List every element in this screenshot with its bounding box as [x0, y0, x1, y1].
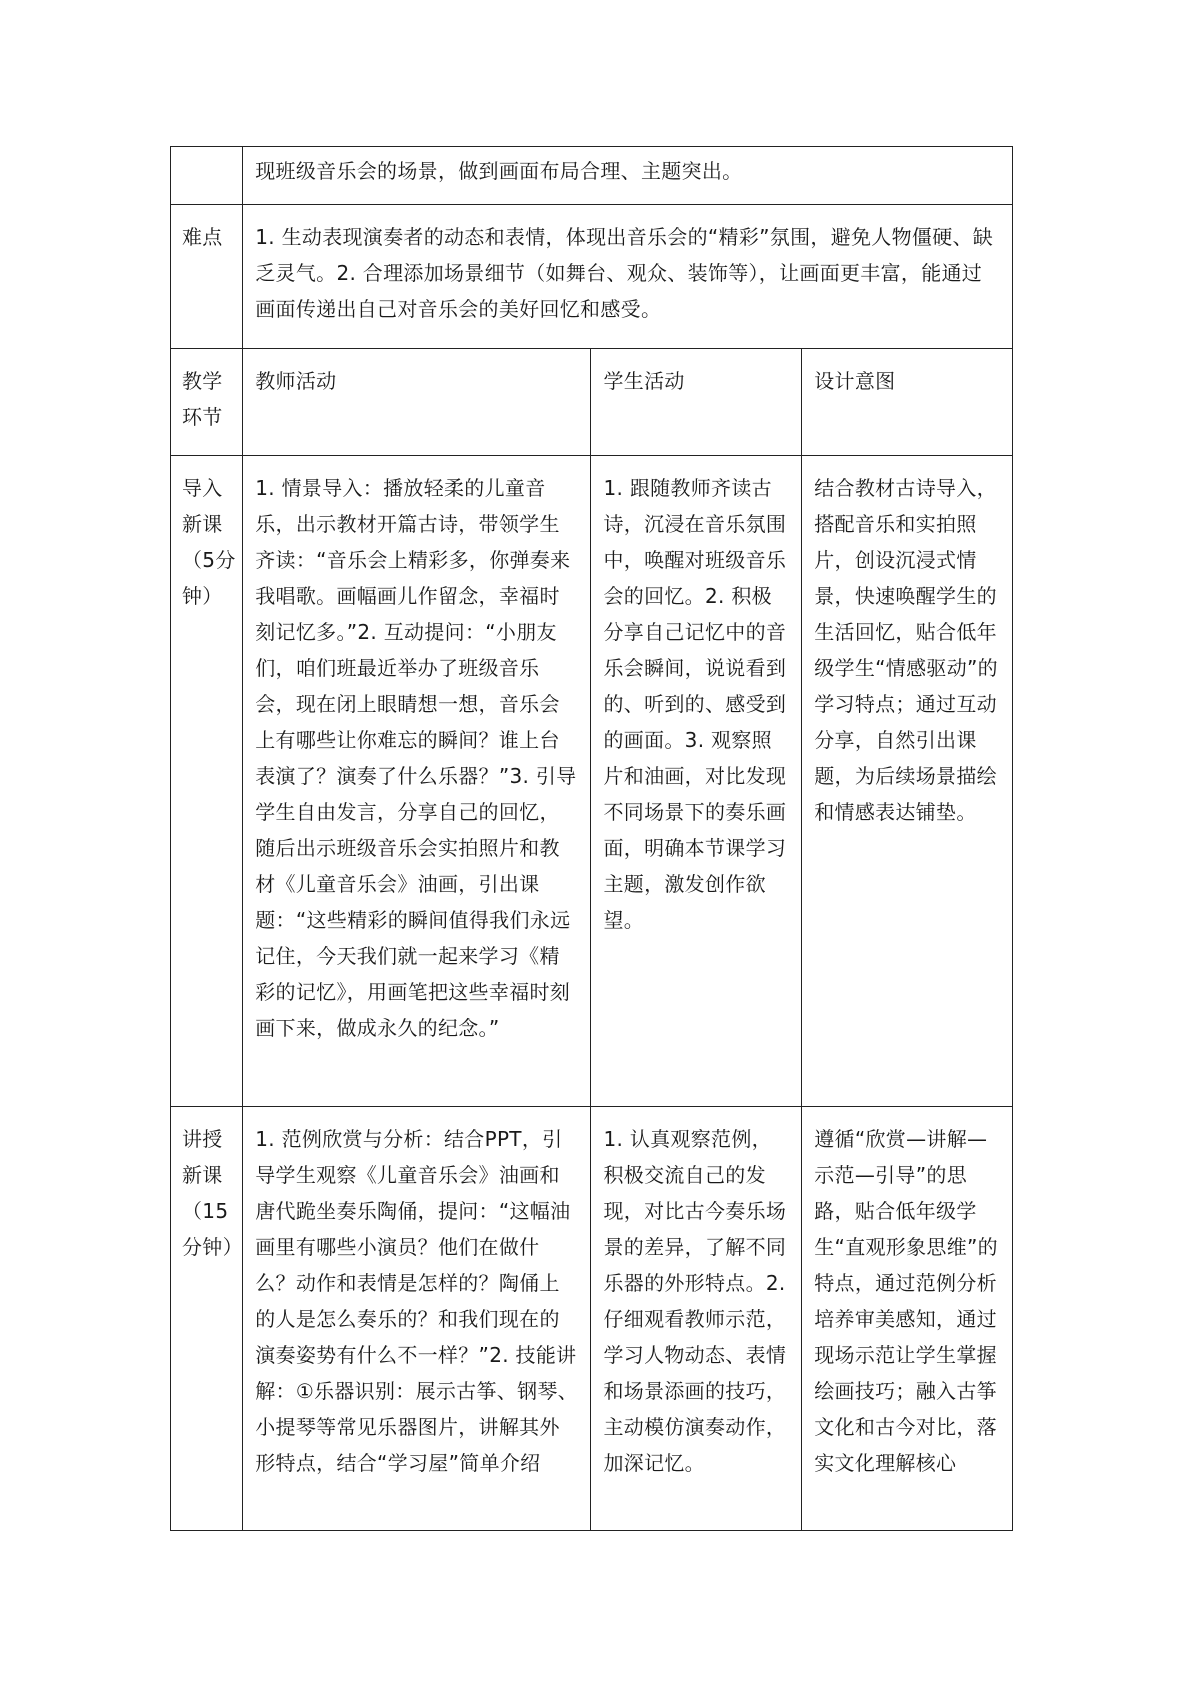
intent-cell-new-lesson [802, 1107, 1013, 1531]
student-activity-intro: 1. 跟随教师齐读古诗，沉浸在音乐氛围中，唤醒对班级音乐会的回忆。2. 积极分享自己记忆中的音乐会瞬间，说说看到的、听到的、感受到的画面。3. 观察照片和油画，对比发现不同场景下的奏乐画面，明确本节课学习主题，激发创作欲望。 [603, 476, 787, 932]
header-teacher-cell [243, 349, 591, 456]
header-stage-cell [171, 349, 243, 456]
stage-label-new-lesson: 讲授新课（15分钟） [182, 1127, 243, 1259]
intent-cell-intro [802, 456, 1013, 1107]
empty-label-cell [171, 147, 243, 205]
student-activity-new-lesson: 1. 认真观察范例，积极交流自己的发现，对比古今奏乐场景的差异，了解不同乐器的外形特点。2. 仔细观看教师示范，学习人物动态、表情和场景添画的技巧，主动模仿演奏动作，加深记忆。 [603, 1127, 787, 1475]
difficulty-content-cell [243, 205, 1013, 349]
continuation-cell [243, 147, 1013, 205]
teacher-activity-intro: 1. 情景导入：播放轻柔的儿童音乐，出示教材开篇古诗，带领学生齐读：“音乐会上精彩多，你弹奏来我唱歌。画幅画儿作留念，幸福时刻记忆多。”2. 互动提问：“小朋友们，咱们班最近举办了班级音乐会，现在闭上眼睛想一想，音乐会上有哪些让你难忘的瞬间？谁上台表演了？演奏了什么乐器？”3. 引导学生自由发言，分享自己的回忆，随后出示班级音乐会实拍照片和教材《儿童音乐会》油画，引出课题：“这些精彩的瞬间值得我们永远记住，今天我们就一起来学习《精彩的记忆》，用画笔把这些幸福时刻画下来，做成永久的纪念。” [255, 476, 577, 1040]
design-intent-new-lesson: 遵循“欣赏—讲解—示范—引导”的思路，贴合低年级学生“直观形象思维”的特点，通过范例分析培养审美感知，通过现场示范让学生掌握绘画技巧；融入古筝文化和古今对比，落实文化理解核心 [814, 1127, 998, 1475]
lesson-plan-table [170, 146, 1013, 1531]
teacher-cell-new-lesson [243, 1107, 591, 1531]
stage-label-intro: 导入新课（5分钟） [182, 476, 236, 608]
continuation-text: 现班级音乐会的场景，做到画面布局合理、主题突出。 [255, 159, 743, 183]
header-intent: 设计意图 [814, 369, 896, 393]
difficulty-label-cell [171, 205, 243, 349]
header-student: 学生活动 [603, 369, 685, 393]
header-intent-cell [802, 349, 1013, 456]
student-cell-intro [591, 456, 802, 1107]
table-header-row [171, 349, 1013, 456]
student-cell-new-lesson [591, 1107, 802, 1531]
difficulty-label: 难点 [182, 225, 223, 249]
header-stage: 教学环节 [182, 369, 223, 429]
teacher-cell-intro [243, 456, 591, 1107]
stage-cell-intro [171, 456, 243, 1107]
design-intent-intro: 结合教材古诗导入，搭配音乐和实拍照片，创设沉浸式情景，快速唤醒学生的生活回忆，贴合低年级学生“情感驱动”的学习特点；通过互动分享，自然引出课题，为后续场景描绘和情感表达铺垫。 [814, 476, 998, 824]
difficulty-content: 1. 生动表现演奏者的动态和表情，体现出音乐会的“精彩”氛围，避免人物僵硬、缺乏灵气。2. 合理添加场景细节（如舞台、观众、装饰等），让画面更丰富，能通过画面传递出自己对音乐会的美好回忆和感受。 [255, 225, 994, 321]
table-row-difficulty [171, 205, 1013, 349]
header-student-cell [591, 349, 802, 456]
header-teacher: 教师活动 [255, 369, 337, 393]
stage-cell-new-lesson [171, 1107, 243, 1531]
teacher-activity-new-lesson: 1. 范例欣赏与分析：结合PPT，引导学生观察《儿童音乐会》油画和唐代跪坐奏乐陶俑，提问：“这幅油画里有哪些小演员？他们在做什么？动作和表情是怎样的？陶俑上的人是怎么奏乐的？和我们现在的演奏姿势有什么不一样？”2. 技能讲解：①乐器识别：展示古筝、钢琴、小提琴等常见乐器图片，讲解其外形特点，结合“学习屋”简单介绍 [255, 1127, 578, 1475]
table-row-intro [171, 456, 1013, 1107]
table-row-continuation [171, 147, 1013, 205]
table-row-new-lesson [171, 1107, 1013, 1531]
